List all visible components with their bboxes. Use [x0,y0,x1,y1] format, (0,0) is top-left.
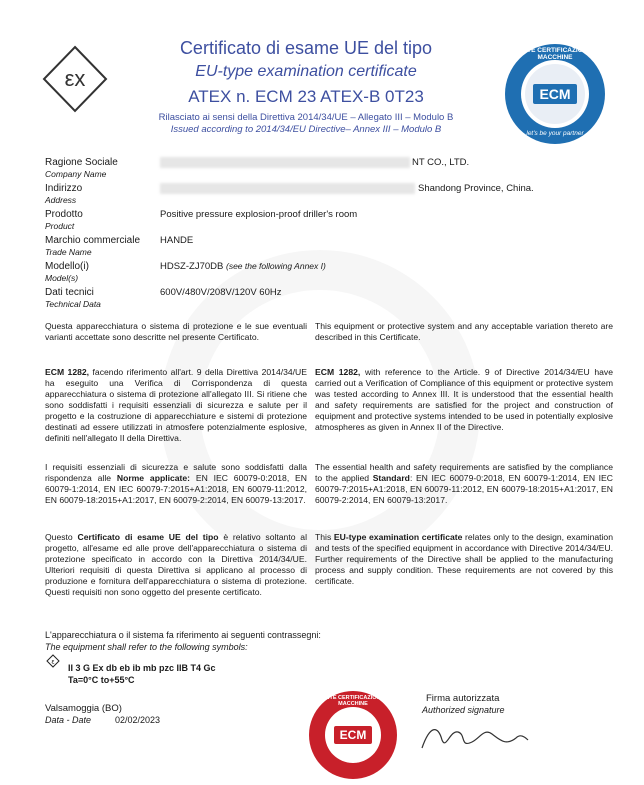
signature-label-it: Firma autorizzata [426,693,500,704]
ecm-logo-bottom-text: let's be your partner [526,130,584,137]
issued-en: Issued according to 2014/34/EU Directive– Annex III – Modulo B [170,124,442,135]
model-value [160,261,326,272]
signature [420,720,530,750]
date-label: Data - Date [45,715,92,725]
ex-symbol: εx [64,66,86,91]
svg-text:ε: ε [51,658,55,666]
place: Valsamoggia (BO) [45,703,122,714]
address-label: Indirizzo [45,183,83,194]
standard-label: Standard [372,473,410,483]
paragraph-1-en: This equipment or protective system and any acceptable variation thereto are described in this Certificate. [315,321,613,342]
paragraph-2-en-text: with reference to the Article. 9 of Directive 2014/34/EU have carried out a Verification of Compliance of this equipment or protective system was tested according to Annex III. It is understood that the essential health and safety requirements are satisfied for the project and construction of equipment and protective systems intended to be used in potentially explosive atmospheres as given in Annex II of the Directive. [315,367,614,432]
tech-label: Dati tecnici [45,287,94,298]
company-label: Ragione Sociale [45,157,118,168]
company-label-en: Company Name [45,169,107,179]
trade-label: Marchio commerciale [45,235,141,246]
paragraph-2-en [315,367,613,433]
product-label: Prodotto [45,209,83,220]
tech-value: 600V/480V/208V/120V 60Hz [160,287,282,298]
issued-it: Rilasciato ai sensi della Direttiva 2014/34/UE – Allegato III – Modulo B [158,112,454,123]
signature-label-en: Authorized signature [422,705,505,715]
paragraph-4-it [45,532,307,598]
paragraph-3-it [45,462,307,506]
ex-mark-icon [46,654,60,668]
paragraph-3-it-a: I requisiti essenziali di sicurezza e salute sono soddisfatti dalla rispondenza alle [45,462,307,483]
temperature-range: Ta=0°C to+55°C [68,675,135,685]
paragraph-3-en-a: The essential health and safety requirements are satisfied by the compliance to the applied [315,462,613,483]
address-redacted [160,183,415,194]
company-value: NT CO., LTD. [412,157,470,168]
address-label-en: Address [45,195,77,205]
model-label-en: Model(s) [45,273,79,283]
paragraph-4-en [315,532,613,587]
trade-label-en: Trade Name [45,247,92,257]
company-redacted [160,157,410,168]
paragraph-3-en-b: : EN IEC 60079-0:2018, EN 60079-1:2014, EN IEC 60079-7:2015+A1:2018, EN 60079-11:2012, EN 60079-18:2015+A1:2017, EN 60079-2:2014, EN 60079-13:2017. [315,473,613,505]
norme-label: Norme applicate: [116,473,191,483]
tech-label-en: Technical Data [45,299,101,309]
paragraph-4-it-b: è relativo soltanto al progetto, all'esame ed alle prove dell'apparecchiatura o sistema di protezione specificato in accordo con la Direttiva 2014/34/UE. Ulteriori requisiti di questa Direttiva si applicano al processo di produzione e fornitura dell'apparecchiatura o sistema di protezione. Questi requisiti non sono oggetto del presente certificato. [45,532,307,597]
paragraph-4-en-b: relates only to the design, examination and tests of the specified equipment in accordance with Directive 2014/34/EU. Further requirements of the Directive shall be applied to the manufacturing process and supply condition. These requirements are not covered by this certificate. [315,532,613,586]
paragraph-1-it: Questa apparecchiatura o sistema di protezione e le sue eventuali varianti accettate sono descritte nel presente Certificato. [45,321,307,342]
ecm-ref-it: ECM 1282, [45,367,90,377]
paragraph-4-en-a: This [315,532,334,542]
ecm-stamp-top-text: ENTE CERTIFICAZIONE MACCHINE [321,695,385,707]
model-number: HDSZ-ZJ70DB [160,261,224,272]
title-en: EU-type examination certificate [195,63,417,80]
model-label: Modello(i) [45,261,89,272]
symbols-intro-it: L'apparecchiatura o il sistema fa riferimento ai seguenti contrassegni: [45,630,321,640]
paragraph-2-it-text: facendo riferimento all'art. 9 della Direttiva 2014/34/UE ha eseguito una Verifica di Corrispondenza di questa apparecchiatura o sistema di protezione all'allegato III. Si ritiene che sono soddisfatti i requisiti essenziali di sicurezza e salute per il progetto e la costruzione di apparecchiature e sistemi di protezione destinati ad essere utilizzati in atmosfere potenzialmente esplosive, definiti nell'allegato II della Direttiva. [45,367,307,443]
product-value: Positive pressure explosion-proof driller's room [160,209,358,220]
paragraph-2-it [45,367,307,444]
ecm-logo-top-text: ENTE CERTIFICAZIONE MACCHINE [518,47,592,61]
certificate-label-it: Certificato di esame UE del tipo [77,532,219,542]
symbols-intro-en: The equipment shall refer to the following symbols: [45,642,248,652]
ecm-ref-en: ECM 1282, [315,367,361,377]
ecm-logo-main-text: ECM [539,86,571,102]
paragraph-4-it-a: Questo [45,532,78,542]
certificate-label-en: EU-type examination certificate [333,532,463,542]
paragraph-3-it-b: EN IEC 60079-0:2018, EN 60079-1:2014, EN IEC 60079-7:2015+A1:2018, EN 60079-11:2012, EN 60079-18:2015+A1:2017, EN 60079-2:2014, EN 60079-13:2017. [45,473,307,505]
title-it: Certificato di esame UE del tipo [179,38,433,58]
address-value: Shandong Province, China. [418,183,534,194]
model-note: (see the following Annex I) [225,261,326,271]
ex-logo [40,44,110,114]
trade-value: HANDE [160,235,194,246]
product-label-en: Product [45,221,75,231]
ecm-stamp [308,690,398,780]
ecm-logo [503,42,607,146]
marking-code: II 3 G Ex db eb ib mb pzc IIB T4 Gc [68,663,216,673]
ecm-stamp-text: ECM [339,728,367,742]
certificate-number: ATEX n. ECM 23 ATEX-B 0T23 [188,87,424,106]
paragraph-3-en [315,462,613,506]
date-value: 02/02/2023 [115,715,161,725]
